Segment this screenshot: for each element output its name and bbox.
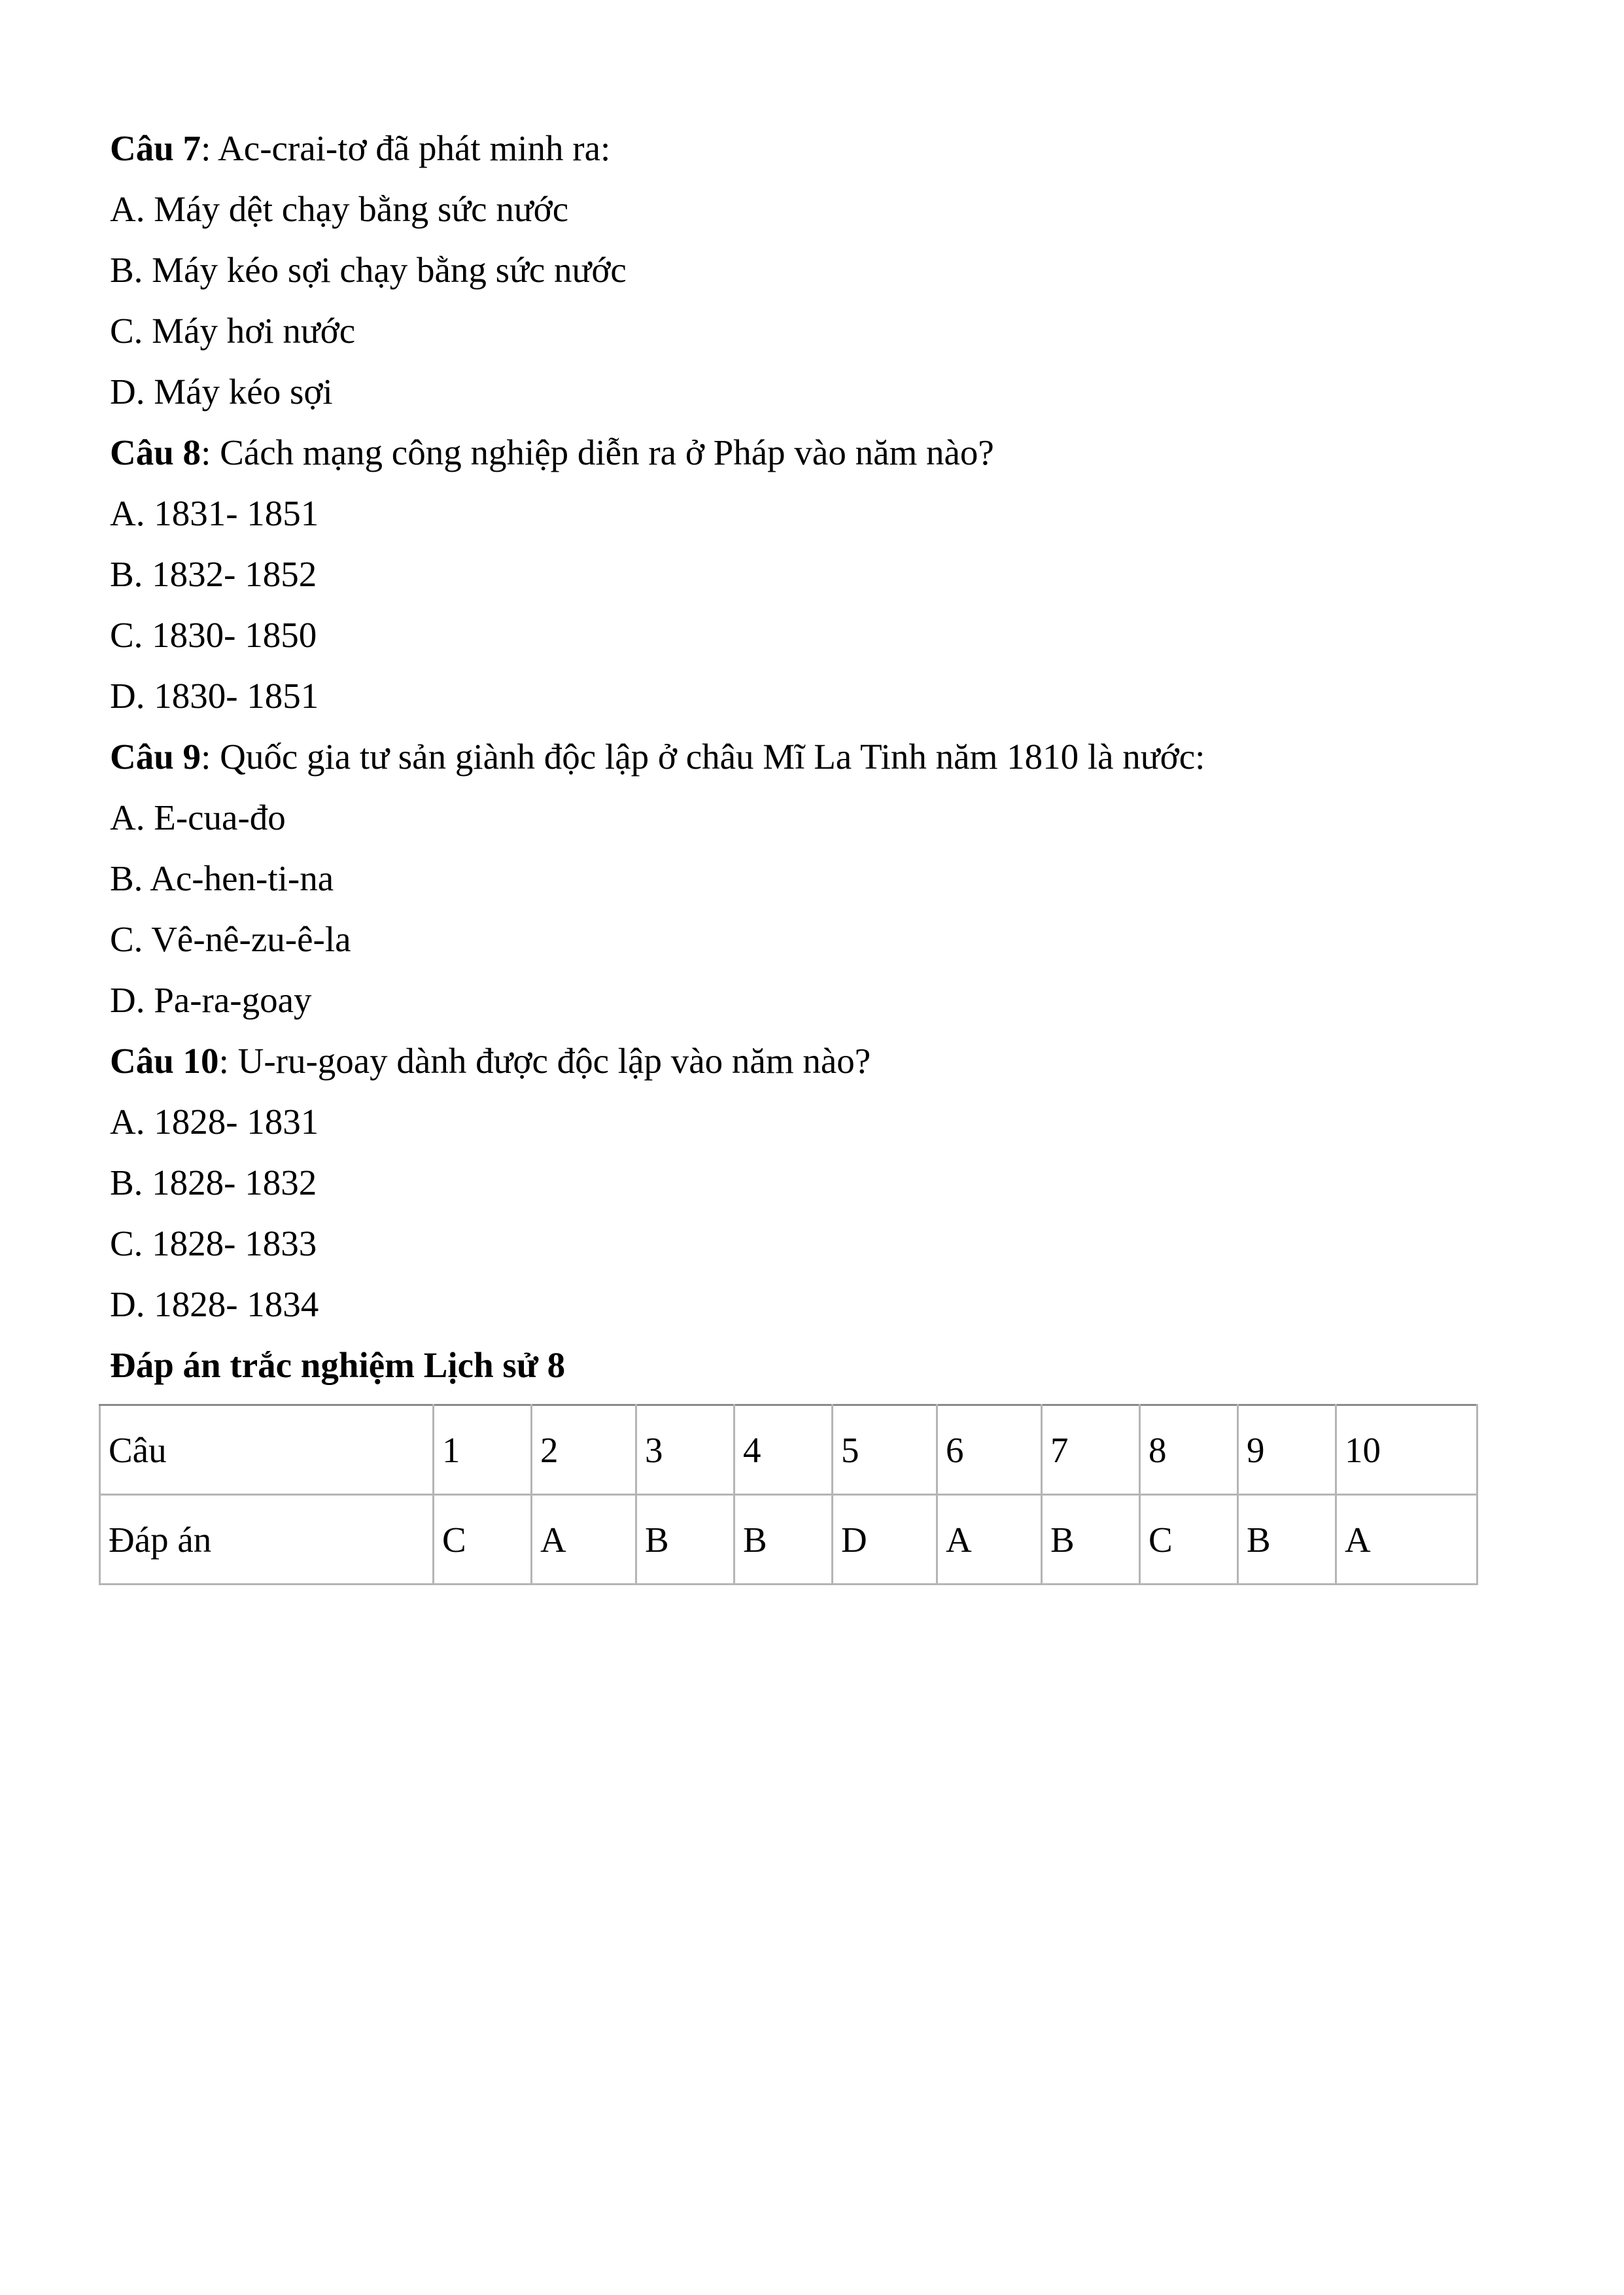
table-cell: Câu <box>100 1405 434 1495</box>
question-text: : U-ru-goay dành được độc lập vào năm nào? <box>218 1041 871 1081</box>
option-d: D. 1830- 1851 <box>110 676 319 716</box>
option-b: B. Máy kéo sợi chạy bằng sức nước <box>110 250 627 290</box>
table-cell: B <box>636 1495 734 1585</box>
table-cell: 9 <box>1238 1405 1336 1495</box>
question-label: Câu 7 <box>110 128 201 168</box>
question-label: Câu 8 <box>110 432 201 472</box>
table-cell: D <box>833 1495 937 1585</box>
table-cell: 3 <box>636 1405 734 1495</box>
question-text: : Ac-crai-tơ đã phát minh ra: <box>201 128 611 168</box>
table-cell: Đáp án <box>100 1495 434 1585</box>
option-a: A. E-cua-đo <box>110 797 286 837</box>
option-a: A. 1828- 1831 <box>110 1102 319 1142</box>
option-b: B. 1828- 1832 <box>110 1163 317 1202</box>
table-cell: 2 <box>532 1405 636 1495</box>
table-row-answers <box>100 1495 1477 1585</box>
table-cell: 1 <box>434 1405 532 1495</box>
table-cell: 10 <box>1336 1405 1477 1495</box>
option-b: B. Ac-hen-ti-na <box>110 858 334 898</box>
table-cell: C <box>1140 1495 1238 1585</box>
option-b: B. 1832- 1852 <box>110 554 317 594</box>
option-a: A. Máy dệt chạy bằng sức nước <box>110 189 569 229</box>
document-body <box>110 118 1483 1395</box>
option-c: C. 1828- 1833 <box>110 1223 317 1263</box>
table-cell: 8 <box>1140 1405 1238 1495</box>
table-cell: B <box>1238 1495 1336 1585</box>
answer-table <box>99 1404 1478 1585</box>
table-cell: C <box>434 1495 532 1585</box>
table-cell: 5 <box>833 1405 937 1495</box>
option-d: D. Pa-ra-goay <box>110 980 312 1020</box>
option-c: C. 1830- 1850 <box>110 615 317 655</box>
question-text: : Quốc gia tư sản giành độc lập ở châu Mĩ La Tinh năm 1810 là nước: <box>201 737 1205 777</box>
table-row-question-numbers <box>100 1405 1477 1495</box>
table-cell: A <box>1336 1495 1477 1585</box>
option-d: D. Máy kéo sợi <box>110 372 333 412</box>
question-9 <box>110 726 1483 787</box>
option-c: C. Vê-nê-zu-ê-la <box>110 919 351 959</box>
table-cell: 6 <box>937 1405 1042 1495</box>
table-cell: 4 <box>734 1405 833 1495</box>
question-7 <box>110 118 1483 179</box>
option-d: D. 1828- 1834 <box>110 1284 319 1324</box>
question-10 <box>110 1030 1483 1091</box>
table-cell: A <box>937 1495 1042 1585</box>
question-text: : Cách mạng công nghiệp diễn ra ở Pháp vào năm nào? <box>201 432 994 472</box>
table-cell: A <box>532 1495 636 1585</box>
answer-heading: Đáp án trắc nghiệm Lịch sử 8 <box>110 1345 566 1385</box>
question-8 <box>110 422 1483 483</box>
table-cell: 7 <box>1042 1405 1140 1495</box>
option-c: C. Máy hơi nước <box>110 311 356 351</box>
option-a: A. 1831- 1851 <box>110 493 319 533</box>
question-label: Câu 10 <box>110 1041 219 1081</box>
table-cell: B <box>734 1495 833 1585</box>
question-label: Câu 9 <box>110 737 201 777</box>
table-cell: B <box>1042 1495 1140 1585</box>
